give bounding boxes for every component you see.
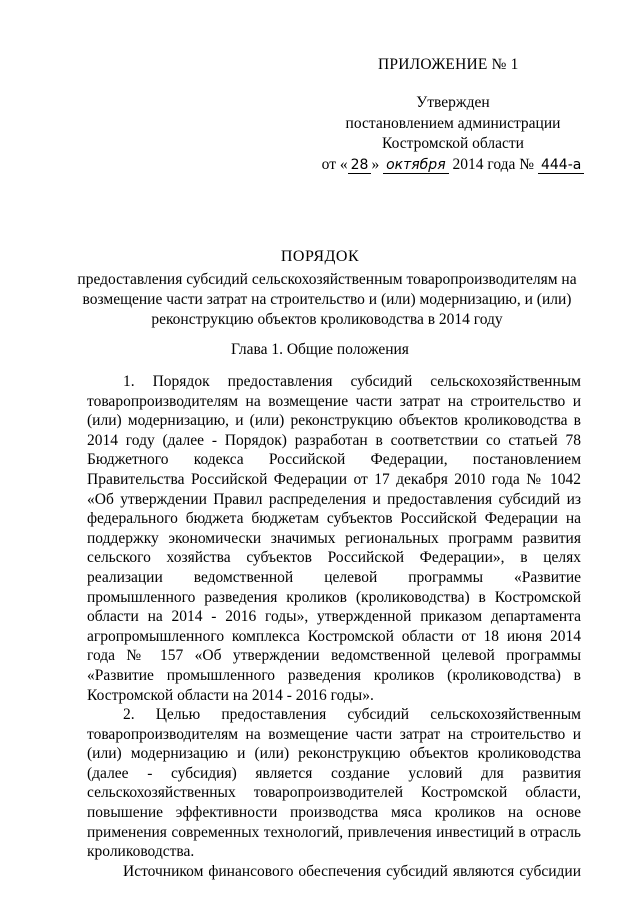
document-title: ПОРЯДОК (280, 248, 360, 265)
date-day: 28 (348, 157, 372, 174)
approval-block (318, 93, 588, 175)
paragraph-2: 2. Целью предоставления субсидий сельскохозяйственным товаропроизводителям на возмещение части затрат на строительство и (или) модернизацию и (или) реконструкцию объектов кролиководства (далее - субсидия) является создание условий для развития сельскохозяйственных товаропроизводителей Костромской области, повышение эффективности производства мяса кроликов на основе применения современных технологий, привлечения инвестиций в отрасль кролиководства. (87, 706, 581, 861)
chapter-heading: Глава 1. Общие положения (231, 341, 409, 358)
date-line (318, 155, 588, 176)
approved-by-line1: постановлением администрации (345, 114, 561, 132)
date-month: октября (383, 157, 449, 174)
date-prefix: от « (321, 155, 348, 173)
date-year: 2014 года № (452, 155, 535, 173)
paragraph-3: Источником финансового обеспечения субсидий являются субсидии (123, 862, 581, 880)
date-mid: » (371, 155, 380, 173)
document-number: 444-а (538, 157, 584, 174)
appendix-label: ПРИЛОЖЕНИЕ № 1 (378, 56, 519, 73)
paragraph-1: 1. Порядок предоставления субсидий сельскохозяйственным товаропроизводителям на возмещение части затрат на строительство и (или) модернизацию, и (или) реконструкцию объектов кролиководства в 2014 году (далее - Порядок) разработан в соответствии со статьей 78 Бюджетного кодекса Российской Федерации, постановлением Правительства Российской Федерации от 17 декабря 2010 года № 1042 «Об утверждении Правил распределения и предоставления субсидий из федерального бюджета бюджетам субъектов Российской Федерации на поддержку экономически значимых региональных программ развития сельского хозяйства субъектов Российской Федерации», в целях реализации ведомственной целевой программы «Развитие промышленного разведения кроликов (кролиководства) в Костромской области на 2014 - 2016 годы», утвержденной приказом департамента агропромышленного комплекса Костромской области от 18 июня 2014 года № 157 «Об утверждении ведомственной целевой программы «Развитие промышленного разведения кроликов (кролиководства) в Костромской области на 2014 - 2016 годы». (87, 373, 581, 704)
approved-label: Утвержден (416, 94, 490, 111)
document-body (87, 372, 581, 881)
document-subtitle: предоставления субсидий сельскохозяйственным товаропроизводителям на возмещение части затрат на строительство и (или) модернизацию, и (или) реконструкцию объектов кролиководства в 2014 году (77, 271, 577, 328)
approved-by-line2: Костромской области (382, 135, 524, 152)
